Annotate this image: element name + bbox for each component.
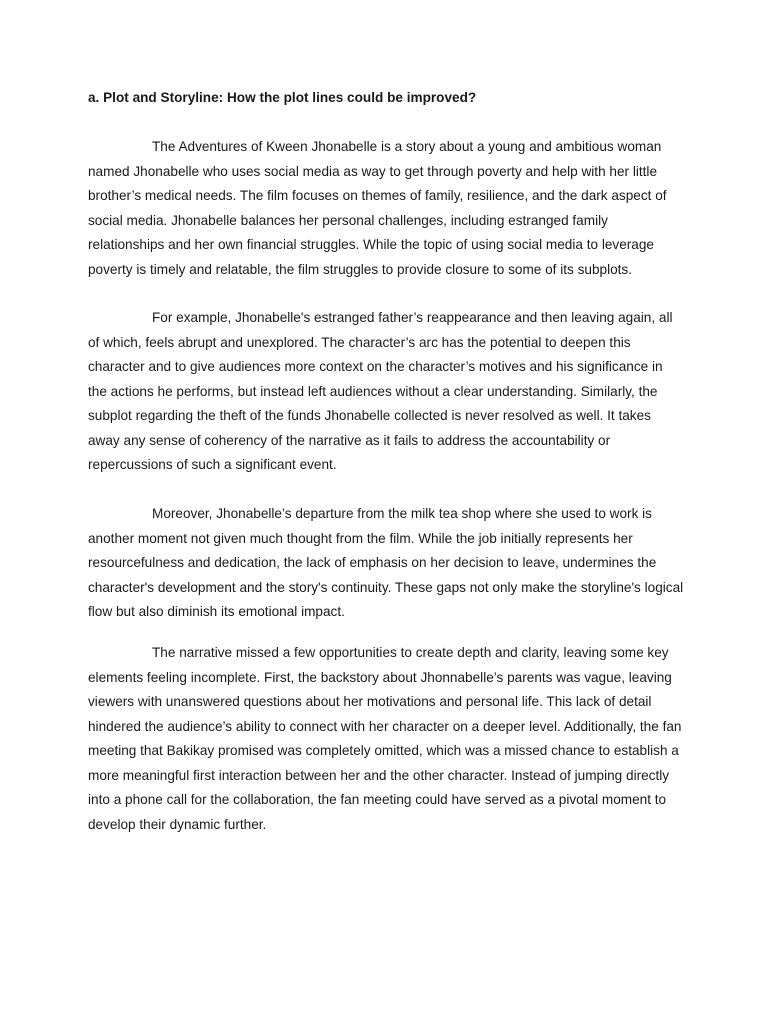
paragraph-milk-tea-shop: Moreover, Jhonabelle’s departure from the milk tea shop where she used to work is another moment not given much thought from the film. While the job initially represents her resourcefulness and dedication, the lack of emphasis on her decision to leave, undermines the character's development and the story's continuity. These gaps not only make the storyline's logical flow but also diminish its emotional impact.	[88, 506, 684, 619]
paragraph-father-subplot: For example, Jhonabelle's estranged father’s reappearance and then leaving again, all of which, feels abrupt and unexplored. The character’s arc has the potential to deepen this character and to give audiences more context on the character’s motives and his significance in the actions he performs, but instead left audiences without a clear understanding. Similarly, the subplot regarding the theft of the funds Jhonabelle collected is never resolved as well. It takes away any sense of coherency of the narrative as it fails to address the accountability or repercussions of such a significant event.	[88, 310, 673, 472]
paragraph-story-summary: The Adventures of Kween Jhonabelle is a story about a young and ambitious woman named Jhonabelle who uses social media as way to get through poverty and help with her little brother’s medical needs. The film focuses on themes of family, resilience, and the dark aspect of social media. Jhonabelle balances her personal challenges, including estranged family relationships and her own financial struggles. While the topic of using social media to leverage poverty is timely and relatable, the film struggles to provide closure to some of its subplots.	[88, 139, 667, 277]
section-heading: a. Plot and Storyline: How the plot lines could be improved?	[88, 90, 477, 105]
paragraph-missed-opportunities: The narrative missed a few opportunities to create depth and clarity, leaving some key elements feeling incomplete. First, the backstory about Jhonnabelle’s parents was vague, leaving viewers with unanswered questions about her motivations and personal life. This lack of detail hindered the audience’s ability to connect with her character on a deeper level. Additionally, the fan meeting that Bakikay promised was completely omitted, which was a missed chance to establish a more meaningful first interaction between her and the other character. Instead of jumping directly into a phone call for the collaboration, the fan meeting could have served as a pivotal moment to develop their dynamic further.	[88, 645, 682, 832]
